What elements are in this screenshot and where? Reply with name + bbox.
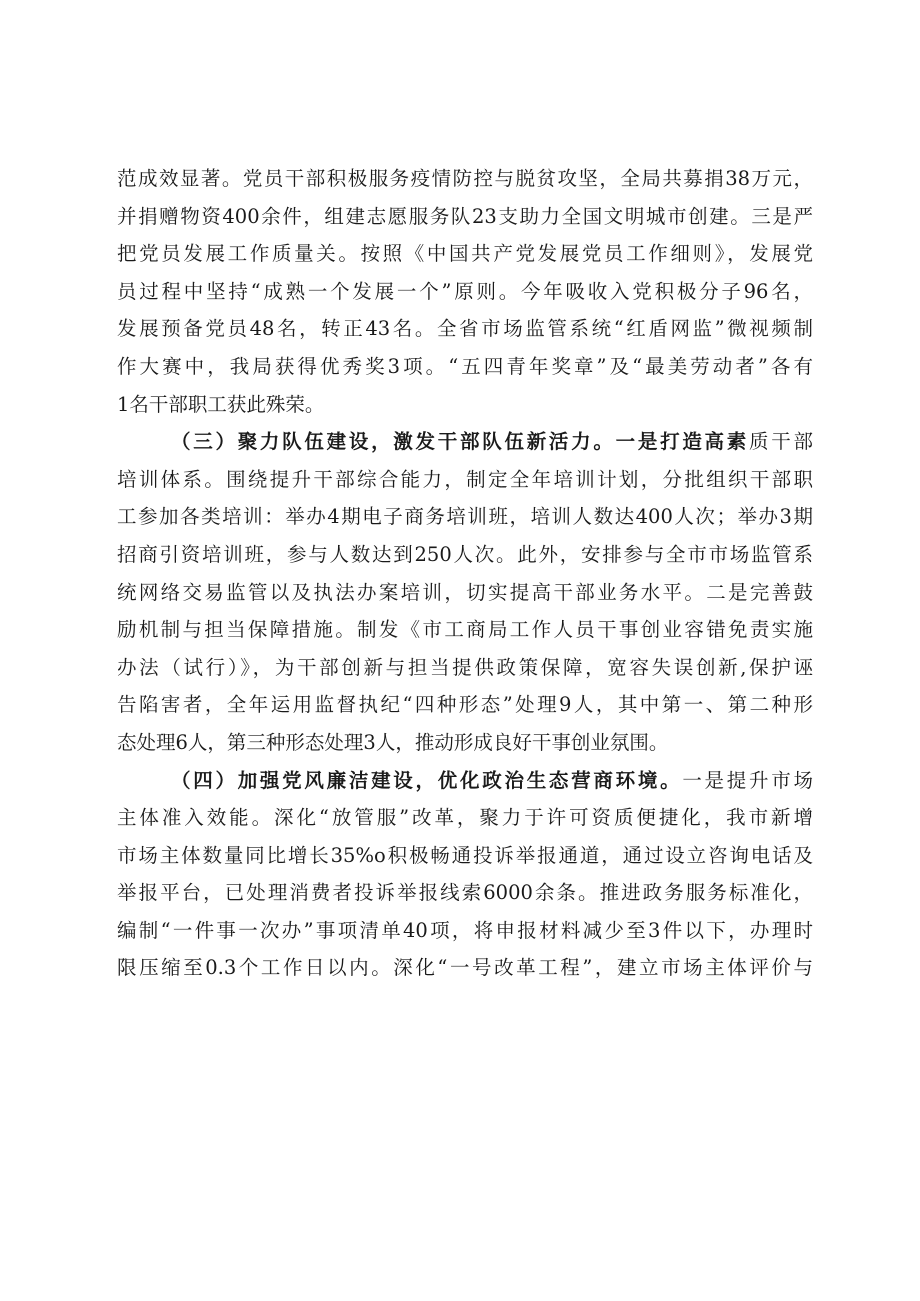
section-heading-line	[117, 423, 813, 461]
text-line: 把党员发展工作质量关。按照《中国共产党发展党员工作细则》，发展党	[117, 242, 813, 266]
text-line: 1名干部职工获此殊荣。	[117, 392, 325, 416]
text-line: 作大赛中，我局获得优秀奖3项。“五四青年奖章”及“最美劳动者”各有	[117, 354, 813, 378]
text-line: 告陷害者，全年运用监督执纪“四种形态”处理9人，其中第一、第二种形	[117, 693, 813, 717]
document-body	[117, 160, 813, 987]
text-line: 励机制与担当保障措施。制发《市工商局工作人员干事创业容错免责实施	[117, 618, 813, 642]
text-line: 范成效显著。党员干部积极服务疫情防控与脱贫攻坚，全局共募捐38万元，	[117, 167, 813, 190]
text-line: 态处理6人，第三种形态处理3人，推动形成良好干事创业氛围。	[117, 730, 669, 754]
text-line: 工参加各类培训：举办4期电子商务培训班，培训人数达400人次；举办3期	[117, 505, 813, 529]
text-line: 主体准入效能。深化“放管服”改革，聚力于许可资质便捷化，我市新增	[117, 806, 813, 830]
text-line: 培训体系。围绕提升干部综合能力，制定全年培训计划，分批组织干部职	[117, 467, 813, 491]
text-line: 招商引资培训班，参与人数达到250人次。此外，安排参与全市市场监管系	[117, 542, 813, 566]
text-line: 市场主体数量同比增长35%o积极畅通投诉举报通道，通过设立咨询电话及	[117, 843, 813, 867]
section-heading: （四）加强党风廉洁建设，优化政治生态营商环境。	[171, 768, 683, 792]
text-line: 举报平台，已处理消费者投诉举报线索6000余条。推进政务服务标准化，	[117, 881, 813, 905]
text-line: 员过程中坚持“成熟一个发展一个”原则。今年吸收入党积极分子96名，	[117, 279, 813, 303]
section-heading-line	[117, 762, 813, 800]
heading-continuation: 质干部	[749, 430, 813, 454]
text-line: 发展预备党员48名，转正43名。全省市场监管系统“红盾网监”微视频制	[117, 317, 813, 341]
heading-continuation: 一是提升市场	[682, 768, 813, 792]
text-line: 统网络交易监管以及执法办案培训，切实提高干部业务水平。二是完善鼓	[117, 580, 813, 604]
text-line: 编制“一件事一次办”事项清单40项，将申报材料减少至3件以下，办理时	[117, 918, 813, 942]
section-heading: （三）聚力队伍建设，激发干部队伍新活力。一是打造高素	[171, 430, 750, 454]
text-line: 办法（试行）》，为干部创新与担当提供政策保障，宽容失误创新,保护诬	[117, 655, 813, 679]
text-line: 限压缩至0.3个工作日以内。深化“一号改革工程”，建立市场主体评价与	[117, 956, 813, 980]
text-line: 并捐赠物资400余件，组建志愿服务队23支助力全国文明城市创建。三是严	[117, 204, 813, 228]
